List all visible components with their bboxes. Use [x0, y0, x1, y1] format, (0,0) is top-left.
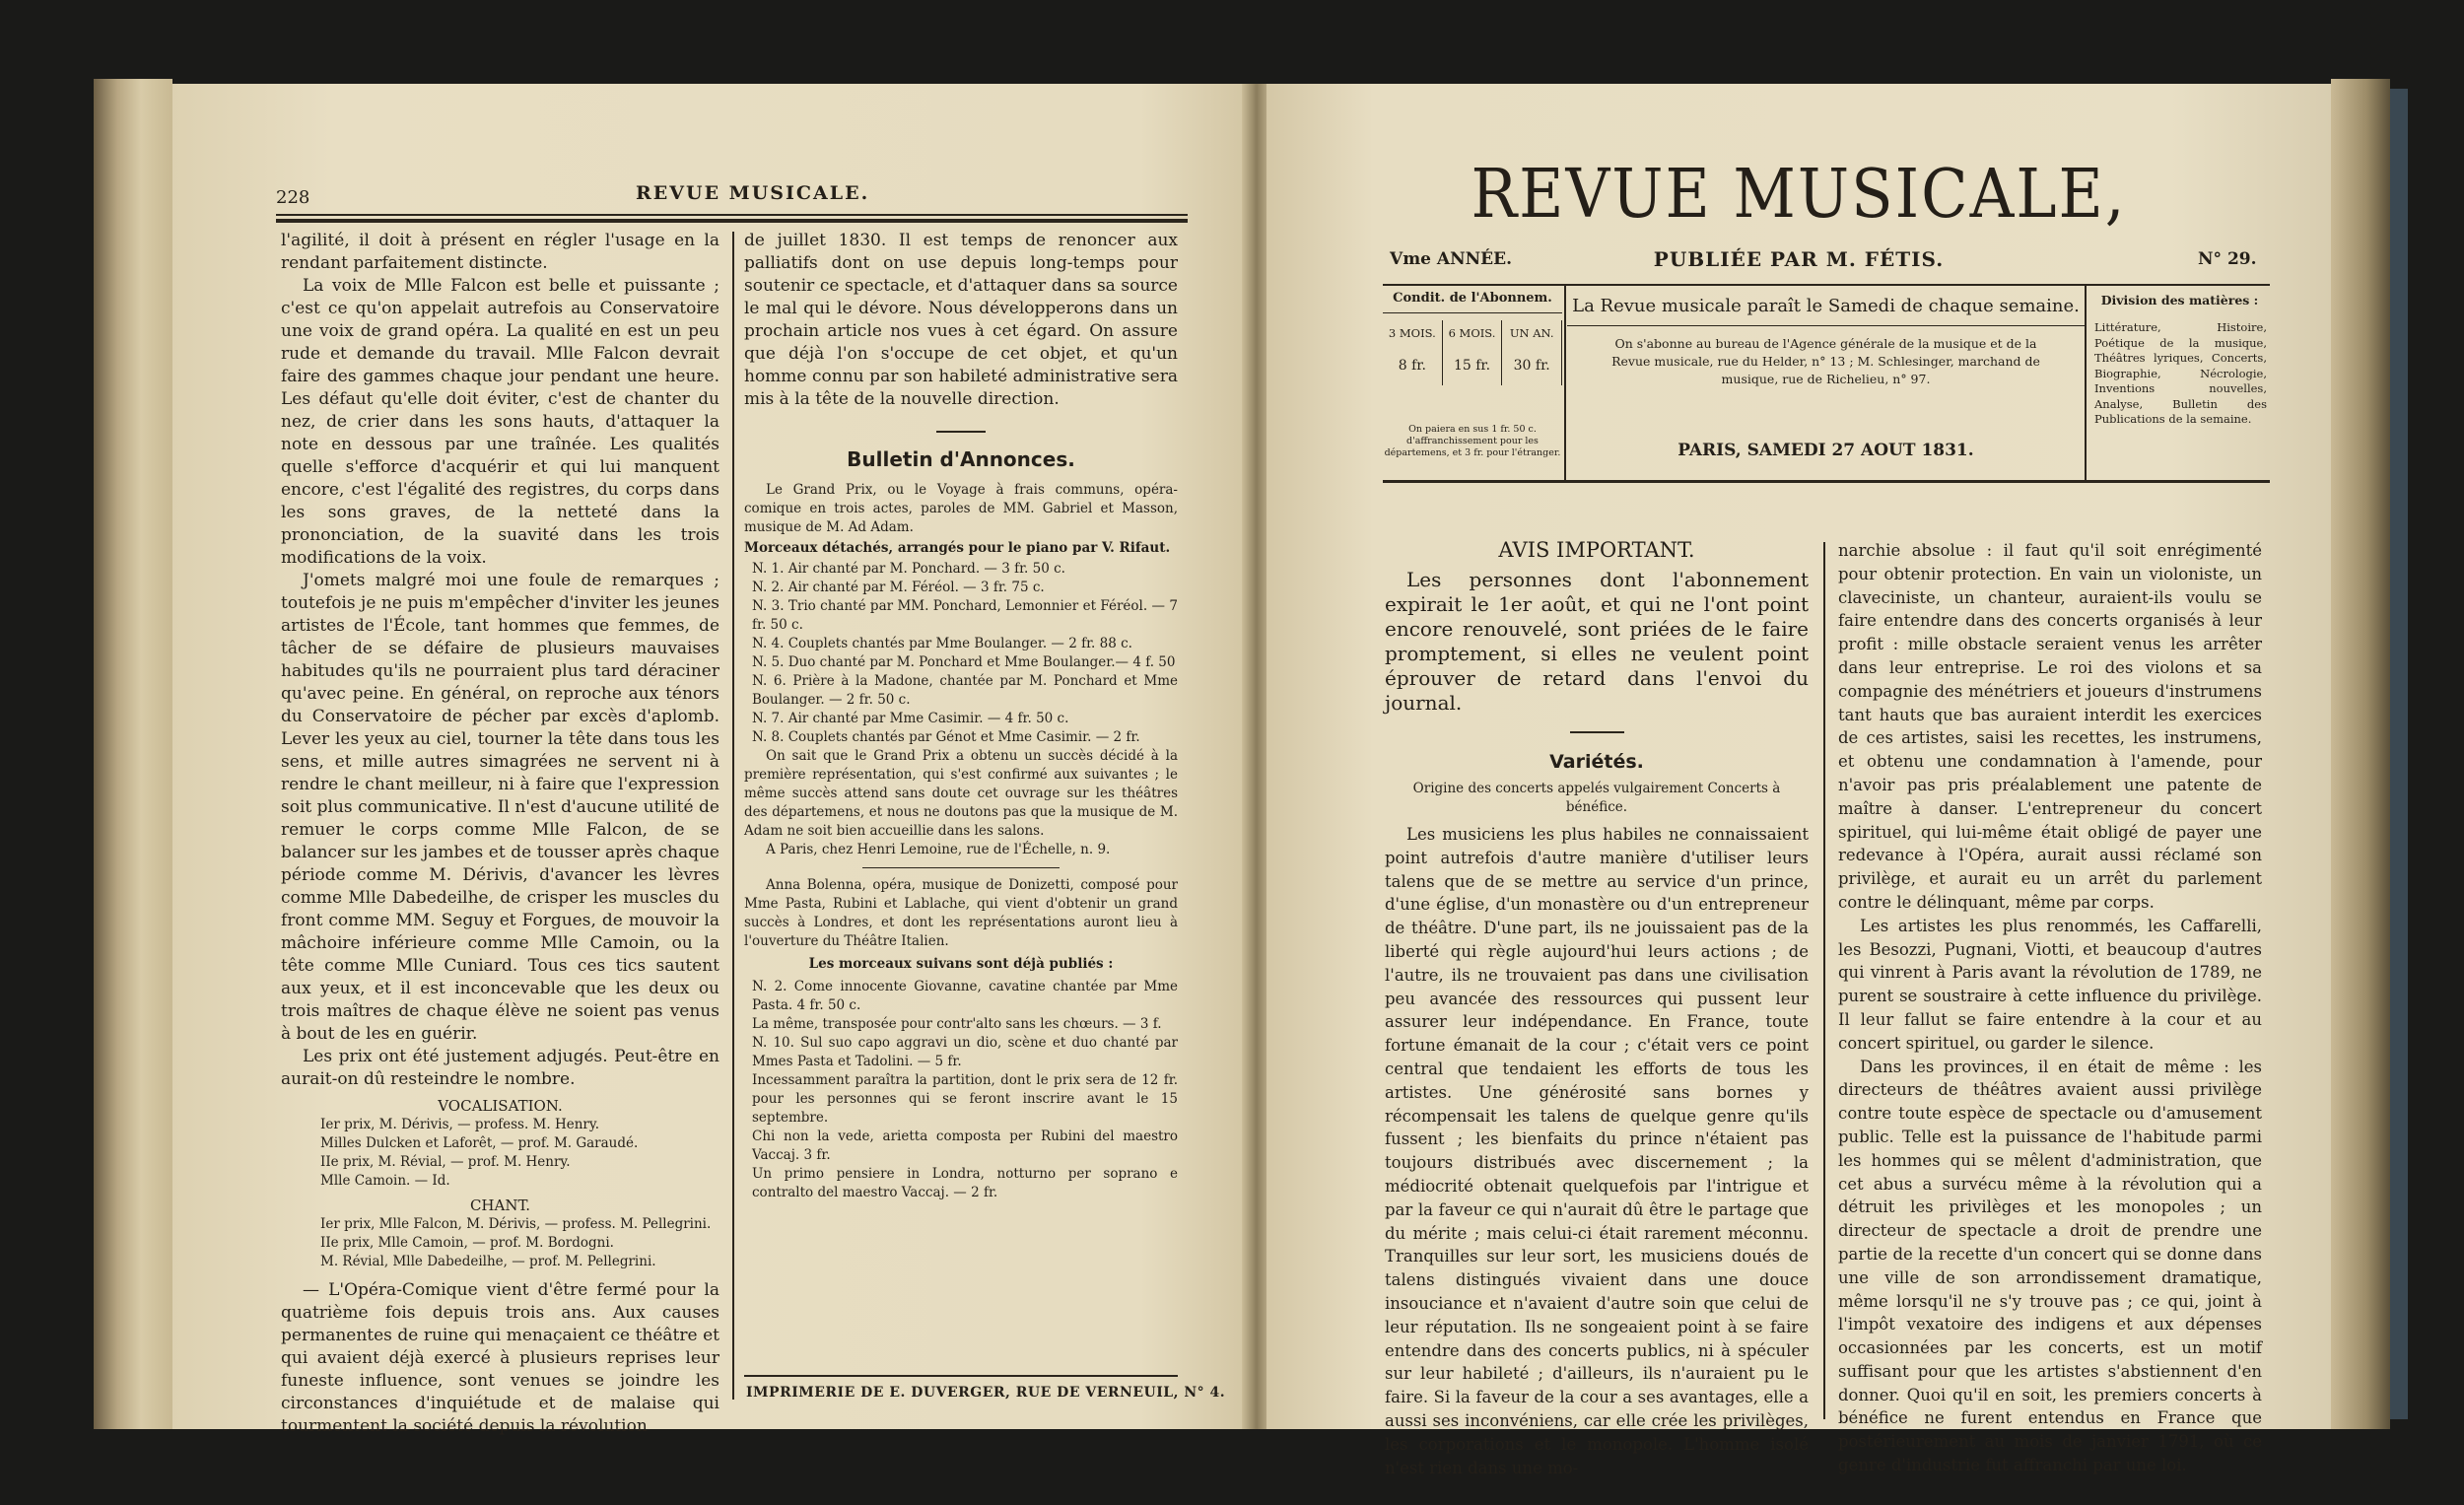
bulletin-intro: Le Grand Prix, ou le Voyage à frais communs, opéra-comique en trois actes, paroles de MM. Gabriel et Masson, musique de M. Ad Adam.	[744, 482, 1178, 535]
morceau-line: N. 10. Sul suo capo aggravi un dio, scène et duo chanté par Mmes Pasta et Tadolini. — 5 fr.	[752, 1035, 1178, 1069]
masthead-rule-bottom	[1383, 480, 2270, 483]
morceau-line: N. 2. Air chanté par M. Féréol. — 3 fr. 75 c.	[752, 580, 1045, 595]
abonnement-note: On paiera en sus 1 fr. 50 c. d'affranchissement pour les départemens, et 3 fr. pour l'étranger.	[1384, 424, 1561, 458]
right-column-2	[1838, 539, 2262, 1477]
chant-title: CHANT.	[469, 1197, 531, 1214]
page-number: 228	[276, 187, 310, 208]
avis-divider	[1570, 731, 1624, 733]
right-column-1	[1385, 539, 1809, 1479]
abonnement-price: 15 fr.	[1443, 346, 1503, 385]
bulletin-title: Bulletin d'Annonces.	[847, 447, 1075, 471]
open-book	[94, 69, 2390, 1477]
prize-line: Ier prix, M. Dérivis, — profess. M. Henry.	[320, 1117, 599, 1132]
masthead-title: REVUE MUSICALE,	[1471, 154, 2127, 234]
varietes-col2-p3: Dans les provinces, il en était de même : les directeurs de théâtres avaient aussi privilège contre toute espèce de spectacle ou d'amusement public. Telle est la puissance de l'habitude parmi les hommes qui se mêlent d'administration, que cet abus a survécu même à la révolution qui a détruit les privilèges et les monopoles ; un directeur de spectacle a droit de prendre une partie de la recette d'un concert qui se donne dans une ville de son arrondissement dramatique, même lorsqu'il ne s'y trouve pas ; ce qui, joint à l'impôt vexatoire des indigens et aux dépenses occasionnées par les concerts, est un motif suffisant pour que les artistes s'abstiennent d'en donner. Quoi qu'il en soit, les premiers concerts à bénéfice ne furent entendus en France que postérieurement au mois de janvier 1791, où ce genre d'industrie fut affranchi par une loi.	[1838, 1057, 2262, 1475]
prize-line: Mlle Camoin. — Id.	[320, 1173, 450, 1189]
masthead-col-rule-1	[1564, 286, 1566, 480]
morceau-line: N. 2. Come innocente Giovanne, cavatine chantée par Mme Pasta. 4 fr. 50 c.	[752, 979, 1178, 1013]
right-page-edges	[2331, 79, 2390, 1429]
issue-date: PARIS, SAMEDI 27 AOUT 1831.	[1677, 441, 1974, 460]
varietes-subtitle: Origine des concerts appelés vulgairement Concerts à bénéfice.	[1412, 781, 1781, 815]
right-page	[1266, 84, 2331, 1477]
suivans-title: Les morceaux suivans sont déjà publiés :	[808, 956, 1114, 972]
morceau-line: La même, transposée pour contr'alto sans les chœurs. — 3 f.	[752, 1016, 1162, 1032]
bulletin-divider	[862, 867, 1060, 868]
morceau-line: N. 1. Air chanté par M. Ponchard. — 3 fr. 50 c.	[752, 561, 1065, 577]
morceau-line: Chi non la vede, arietta composta per Rubini del maestro Vaccaj. 3 fr.	[752, 1129, 1178, 1163]
varietes-col1-text: Les musiciens les plus habiles ne connaissaient point autrefois d'autre manière d'utiliser leurs talens que de se mettre au service d'un prince, d'une église, d'un monastère ou d'un entrepreneur de théâtre. D'une part, ils ne jouissaient pas de la liberté qui règle aujourd'hui leurs actions ; de l'autre, ils ne trouvaient pas dans une civilisation peu avancée des ressources qui pussent leur assurer leur indépendance. En France, toute fortune émanait de la cour ; c'était vers ce point central que tendaient les efforts de tous les artistes. Une générosité sans bornes y récompensait les talens de quelque genre qu'ils fussent ; les bienfaits du prince n'étaient pas toujours distribués avec discernement ; la médiocrité obtenait quelquefois par l'intrigue et par la faveur ce qui n'aurait dû être le partage que du mérite ; mais celui-ci était rarement méconnu. Tranquilles sur leur sort, les musiciens doués de talens distingués vivaient dans une douce insouciance et n'avaient d'autre soin que celui de leur réputation. Ils ne songeaient point à se faire entendre dans des concerts publics, ni à spéculer sur leur habileté ; d'ailleurs, ils n'auraient pu le faire. Si la faveur de la cour a ses avantages, elle a aussi ses inconvéniens, car elle crée les privilèges, les corporations et le monopole. L'homme isolé n'est rien dans une mo-	[1385, 825, 1809, 1477]
morceau-line: N. 8. Couplets chantés par Génot et Mme Casimir. — 2 fr.	[752, 729, 1140, 745]
header-rule-thick	[276, 219, 1188, 223]
vocalisation-title: VOCALISATION.	[438, 1097, 563, 1115]
masthead-rule-top	[1383, 284, 2270, 286]
annee: Vme ANNÉE.	[1390, 249, 1513, 269]
avis-text: Les personnes dont l'abonnement expirait le 1er août, et qui ne l'ont point encore renouvelé, sont priées de le faire promptement, si elles ne veulent point éprouver de retard dans l'envoi du journal.	[1385, 568, 1809, 715]
left-page	[172, 84, 1247, 1436]
prize-line: M. Révial, Mlle Dabedeilhe, — prof. M. Pellegrini.	[320, 1254, 656, 1269]
abonnement-head: 3 MOIS.	[1383, 320, 1443, 346]
matieres-title: Division des matières :	[2100, 293, 2259, 308]
morceau-line: N. 6. Prière à la Madone, chantée par M. Ponchard et Mme Boulanger. — 2 fr. 50 c.	[752, 673, 1178, 708]
issue-number: N° 29.	[2198, 249, 2257, 269]
varietes-col2-p2: Les artistes les plus renommés, les Caffarelli, les Besozzi, Pugnani, Viotti, et beaucoup d'autres qui vinrent à Paris avant la révolution de 1789, ne purent se soustraire à cette influence du privilège. Il leur fallut se faire entendre à la cour et au concert spirituel, ou garder le silence.	[1838, 916, 2262, 1053]
left-page-edges	[94, 79, 172, 1429]
left-paragraph: l'agilité, il doit à présent en régler l'usage en la rendant parfaitement distincte.	[281, 231, 719, 273]
parait-line: La Revue musicale paraît le Samedi de chaque semaine.	[1572, 296, 2080, 316]
abonnement-price: 30 fr.	[1502, 346, 1562, 385]
running-head: REVUE MUSICALE.	[636, 182, 870, 204]
bulletin-para-2: A Paris, chez Henri Lemoine, rue de l'Échelle, n. 9.	[766, 842, 1111, 857]
morceaux-title: Morceaux détachés, arrangés pour le piano par V. Rifaut.	[744, 540, 1171, 556]
column-rule	[732, 232, 734, 1400]
prize-line: Ier prix, Mlle Falcon, M. Dérivis, — profess. M. Pellegrini.	[320, 1216, 712, 1232]
abonnement-head: 6 MOIS.	[1443, 320, 1503, 346]
prize-line: IIe prix, Mlle Camoin, — prof. M. Bordogni.	[320, 1235, 614, 1251]
abonne-address: On s'abonne au bureau de l'Agence générale de la musique et de la Revue musicale, rue du Helder, n° 13 ; M. Schlesinger, marchand de musique, rue de Richelieu, n° 97.	[1611, 336, 2040, 386]
prize-line: IIe prix, M. Révial, — prof. M. Henry.	[320, 1154, 571, 1170]
abonnement-table	[1383, 320, 1562, 385]
left-column-2	[744, 230, 1178, 1202]
abonnement-title: Condit. de l'Abonnem.	[1393, 291, 1552, 306]
col2-top-paragraph: de juillet 1830. Il est temps de renoncer aux palliatifs dont on use depuis long-temps pour soutenir ce spectacle, et d'attaquer dans sa source le mal qui le dévore. Nous développerons dans un prochain article nos vues à cet égard. On assure que déjà l'on s'occupe de cet objet, et qu'un homme connu par son habileté administrative sera mis à la tête de la nouvelle direction.	[744, 231, 1178, 409]
morceau-line: Un primo pensiere in Londra, notturno per soprano e contralto del maestro Vaccaj. — 2 fr.	[752, 1166, 1178, 1200]
morceau-line: N. 4. Couplets chantés par Mme Boulanger. — 2 fr. 88 c.	[752, 636, 1132, 651]
abonnement-head: UN AN.	[1502, 320, 1562, 346]
varietes-col2-p1: narchie absolue : il faut qu'il soit enrégimenté pour obtenir protection. En vain un violoniste, un claveciniste, un chanteur, auraient-ils voulu se faire entendre dans des concerts organisés à leur profit : mille obstacle seraient venus les arrêter dans leur entreprise. Le roi des violons et sa compagnie des ménétriers et joueurs d'instrumens tant hauts que bas auraient interdit les exercices de ces artistes, saisi les recettes, les instrumens, et obtenu une condamnation à l'amende, pour n'avoir pas pris préalablement une patente de maître à danser. L'entrepreneur du concert spirituel, qui lui-même était obligé de payer une redevance à l'Opéra, aurait aussi réclamé son privilège, et aurait eu un arrêt du parlement contre le délinquant, même par corps.	[1838, 541, 2262, 912]
abonnement-price: 8 fr.	[1383, 346, 1443, 385]
avis-title: AVIS IMPORTANT.	[1498, 538, 1695, 562]
header-rule	[276, 214, 1188, 216]
left-paragraph: Les prix ont été justement adjugés. Peut-être en aurait-on dû resteindre le nombre.	[281, 1047, 719, 1089]
masthead-col-rule-2	[2085, 286, 2087, 480]
short-divider	[936, 431, 986, 433]
bulletin-para-3: Anna Bolenna, opéra, musique de Donizetti, composé pour Mme Pasta, Rubini et Lablache, qui vient d'obtenir un grand succès à Londres, et dont les représentations auront lieu à l'ouverture du Théâtre Italien.	[744, 877, 1178, 949]
imprint-line: IMPRIMERIE DE E. DUVERGER, RUE DE VERNEUIL, N° 4.	[746, 1385, 1226, 1401]
morceau-line: N. 3. Trio chanté par MM. Ponchard, Lemonnier et Féréol. — 7 fr. 50 c.	[752, 598, 1178, 633]
right-column-rule	[1823, 542, 1825, 1419]
abonnement-rule	[1383, 312, 1562, 313]
bulletin-para-1: On sait que le Grand Prix a obtenu un succès décidé à la première représentation, qui s'est confirmé aux suivantes ; le même succès attend sans doute cet ouvrage sur les théâtres des départemens, et nous ne doutons pas que la musique de M. Adam ne soit bien accueillie dans les salons.	[744, 748, 1178, 839]
publiee-par: PUBLIÉE PAR M. FÉTIS.	[1653, 247, 1945, 271]
morceau-line: N. 7. Air chanté par Mme Casimir. — 4 fr. 50 c.	[752, 711, 1069, 726]
left-paragraph: La voix de Mlle Falcon est belle et puissante ; c'est ce qu'on appelait autrefois au Conservatoire une voix de grand opéra. La qualité en est un peu rude et demande du travail. Mlle Falcon devrait faire des gammes chaque jour pendant une heure. Les défaut qu'elle doit éviter, c'est de chanter du nez, de crier dans les sons hauts, d'attaquer la note en dessous par une traînée. Les qualités quelle s'efforce d'acquérir et qui lui manquent encore, c'est l'égalité des registres, du corps dans les sons graves, de la netteté dans la prononciation, de la suavité dans les trois modifications de la voix.	[281, 276, 719, 568]
morceau-line: N. 5. Duo chanté par M. Ponchard et Mme Boulanger.— 4 f. 50	[752, 654, 1176, 670]
prize-line: Milles Dulcken et Laforêt, — prof. M. Garaudé.	[320, 1135, 639, 1151]
opera-comique-paragraph: — L'Opéra-Comique vient d'être fermé pour la quatrième fois depuis trois ans. Aux causes permanentes de ruine qui menaçaient ce théâtre et qui avaient déjà exercé à plusieurs reprises leur funeste influence, sont venues se joindre les circonstances d'inquiétude et de malaise qui tourmentent la société depuis la révolution	[281, 1280, 719, 1436]
left-paragraph: J'omets malgré moi une foule de remarques ; toutefois je ne puis m'empêcher d'inviter les jeunes artistes de l'École, tant hommes que femmes, de tâcher de se défaire de plusieurs mauvaises habitudes qu'ils ne pourraient plus tard déraciner qu'avec peine. En général, on reproche aux ténors du Conservatoire de pécher par excès d'aplomb. Lever les yeux au ciel, tourner la tête dans tous les sens, et mille autres simagrées ne servent ni à rendre le chant meilleur, ni à faire que l'expression soit plus communicative. Il n'est d'aucune utilité de remuer le corps comme Mlle Falcon, de se balancer sur les jambes et de tousser après chaque période comme M. Dérivis, d'avancer les lèvres comme Mlle Dabedeilhe, de crisper les muscles du front comme MM. Seguy et Forgues, de mouvoir la mâchoire inférieure comme Mlle Camoin, ou la tête comme Mlle Cuniard. Tous ces tics sautent aux yeux, et il est inconcevable que les deux ou trois maîtres de chaque élève ne soient pas venus à bout de les en guérir.	[281, 571, 719, 1044]
imprint-rule	[744, 1375, 1178, 1377]
morceau-line: Incessamment paraîtra la partition, dont le prix sera de 12 fr. pour les personnes qui se feront inscrire avant le 15 septembre.	[752, 1072, 1178, 1126]
left-column-1	[281, 230, 719, 1438]
varietes-title: Variétés.	[1549, 751, 1644, 773]
center-box-rule	[1567, 325, 2085, 326]
matieres-list: Littérature, Histoire, Poétique de la musique, Théâtres lyriques, Concerts, Biographie, Nécrologie, Inventions nouvelles, Analyse, Bulletin des Publications de la semaine.	[2094, 320, 2267, 426]
